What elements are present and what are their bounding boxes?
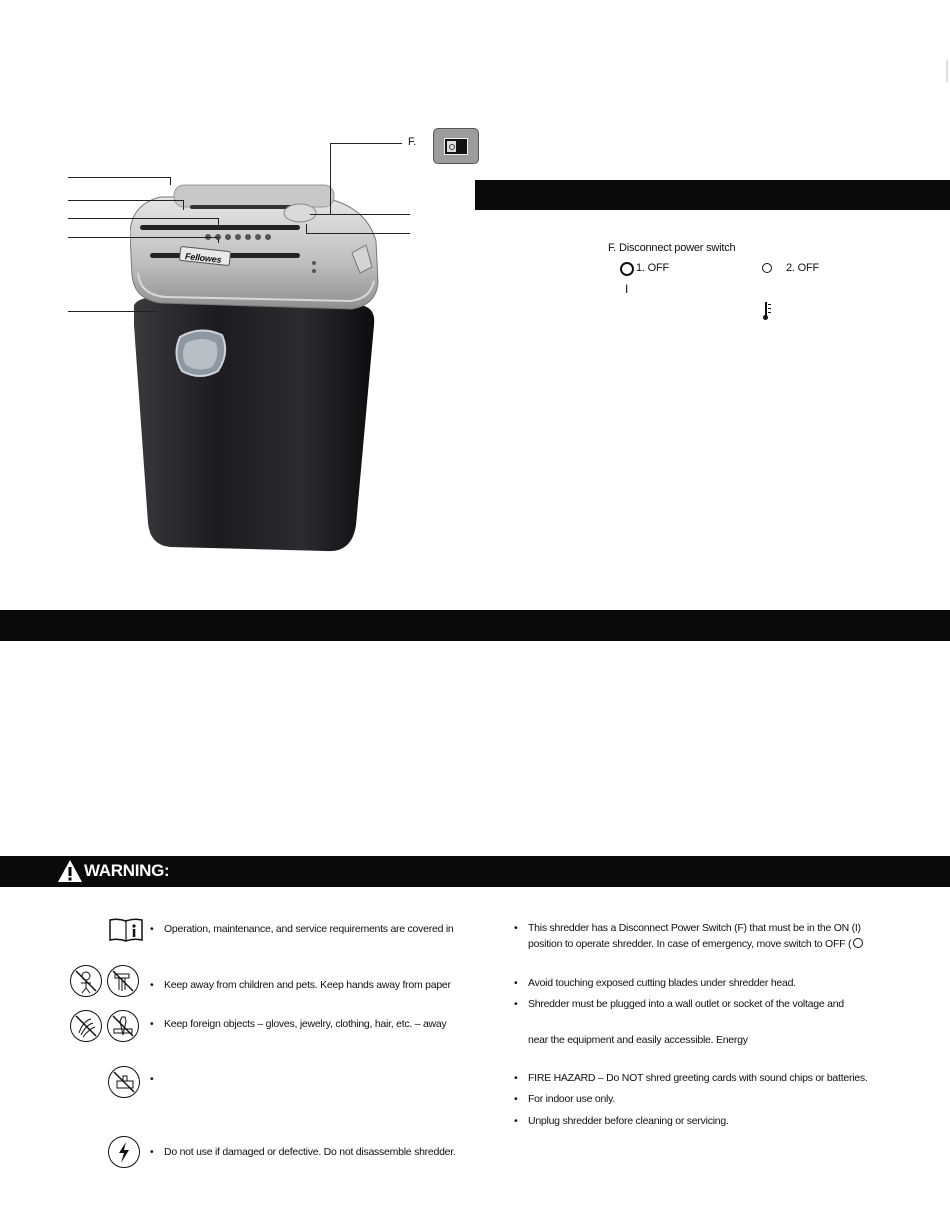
- callout-line-g: [310, 214, 410, 215]
- right-bullet-3: • Shredder must be plugged into a wall outlet or socket of the voltage and: [514, 998, 844, 1010]
- off-circle-inline-icon: [853, 938, 863, 948]
- power-switch-icon: [433, 128, 479, 164]
- warning-triangle-icon: [57, 859, 83, 883]
- callout-line-f-h: [330, 143, 402, 144]
- section-divider-bar: [0, 610, 950, 641]
- no-hands-icon: [107, 965, 139, 997]
- no-tie-icon: [107, 1010, 139, 1042]
- right-bullet-1-cont: position to operate shredder. In case of emergency, move switch to OFF (: [528, 938, 863, 950]
- off-circle-small-icon: [762, 263, 772, 273]
- right-bullet-6: • Unplug shredder before cleaning or servicing.: [514, 1115, 729, 1127]
- callout-line-h-up: [306, 224, 307, 233]
- left-bullet-1: • Operation, maintenance, and service requirements are covered in: [150, 923, 454, 935]
- callout-line-d-drop: [218, 237, 219, 243]
- right-bullet-5: • For indoor use only.: [514, 1093, 616, 1105]
- callout-line-a: [68, 177, 170, 178]
- callout-line-h: [306, 233, 410, 234]
- callout-line-d: [68, 237, 218, 238]
- right-bullet-1: • This shredder has a Disconnect Power Switch (F) that must be in the ON (I): [514, 922, 861, 934]
- no-hair-icon: [70, 1010, 102, 1042]
- right-bullet-2: • Avoid touching exposed cutting blades under shredder head.: [514, 977, 796, 989]
- thermometer-icon: [765, 302, 771, 317]
- right-bullet-3-cont: near the equipment and easily accessible. Energy: [528, 1034, 748, 1046]
- callout-line-c-drop: [218, 218, 219, 226]
- left-bullet-5: • Do not use if damaged or defective. Do not disassemble shredder.: [150, 1146, 456, 1158]
- no-children-icon: [70, 965, 102, 997]
- callout-line-e: [68, 311, 158, 312]
- left-bullet-4: •: [150, 1073, 154, 1085]
- on-symbol: I: [625, 282, 629, 296]
- right-bullet-4: • FIRE HAZARD – Do NOT shred greeting cards with sound chips or batteries.: [514, 1072, 868, 1084]
- off-label-1: 1. OFF: [636, 262, 670, 274]
- off-label-2: 2. OFF: [786, 262, 820, 274]
- callout-line-b: [68, 200, 183, 201]
- callout-line-f-v: [330, 143, 331, 215]
- brand-logo: Fellowes: [184, 251, 222, 265]
- switch-label: F. Disconnect power switch: [608, 242, 736, 254]
- warning-title: WARNING:: [84, 861, 170, 880]
- left-bullet-2: • Keep away from children and pets. Keep hands away from paper: [150, 979, 451, 991]
- page-edge-mark: [946, 60, 948, 82]
- section-header-bar-right: [475, 180, 950, 210]
- left-bullet-3: • Keep foreign objects – gloves, jewelry, clothing, hair, etc. – away: [150, 1018, 447, 1030]
- callout-line-b-drop: [183, 200, 184, 210]
- off-circle-icon: [620, 262, 634, 276]
- callout-line-a-drop: [170, 177, 171, 185]
- manual-info-icon: [108, 917, 144, 943]
- callout-f-label: F.: [408, 136, 417, 148]
- no-aerosol-icon: [108, 1066, 140, 1098]
- electric-shock-icon: [108, 1136, 140, 1168]
- callout-line-c: [68, 218, 218, 219]
- shredder-illustration: [130, 175, 380, 555]
